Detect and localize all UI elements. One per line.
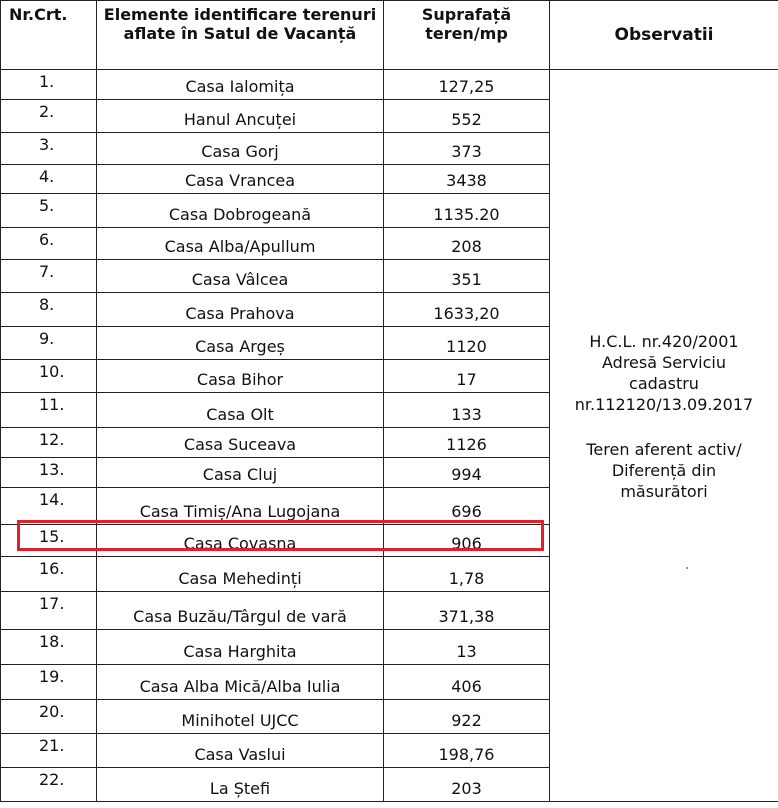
row-number: 18.: [1, 630, 97, 665]
row-area: 203: [384, 768, 550, 802]
row-area: 208: [384, 228, 550, 260]
row-name: La Ștefi: [97, 768, 384, 802]
row-area: 406: [384, 665, 550, 700]
row-name: Casa Vâlcea: [97, 260, 384, 293]
row-name: Casa Harghita: [97, 630, 384, 665]
row-number: 2.: [1, 100, 97, 133]
observatii-line5: Teren aferent activ/: [586, 440, 742, 459]
row-name: Casa Covasna: [97, 525, 384, 557]
row-number: 9.: [1, 327, 97, 360]
observatii-line2: Adresă Serviciu: [602, 353, 726, 372]
row-area: 922: [384, 700, 550, 734]
row-number: 13.: [1, 458, 97, 488]
observatii-line4: nr.112120/13.09.2017: [574, 395, 754, 414]
row-area: 1135.20: [384, 194, 550, 228]
row-area: 696: [384, 488, 550, 525]
row-number: 5.: [1, 194, 97, 228]
table-row: [1, 70, 778, 100]
row-area: 994: [384, 458, 550, 488]
row-name: Casa Dobrogeană: [97, 194, 384, 228]
row-number: 22.: [1, 768, 97, 802]
row-area: 373: [384, 133, 550, 165]
row-number: 14.: [1, 488, 97, 525]
row-area: 13: [384, 630, 550, 665]
row-number: 6.: [1, 228, 97, 260]
table-body: [1, 70, 778, 802]
row-number: 16.: [1, 557, 97, 592]
row-area: 371,38: [384, 592, 550, 630]
row-area: 3438: [384, 165, 550, 194]
row-number: 7.: [1, 260, 97, 293]
row-area: 17: [384, 360, 550, 393]
row-name: Minihotel UJCC: [97, 700, 384, 734]
row-area: 351: [384, 260, 550, 293]
row-name: Casa Gorj: [97, 133, 384, 165]
row-name: Hanul Ancuței: [97, 100, 384, 133]
row-number: 17.: [1, 592, 97, 630]
row-area: 552: [384, 100, 550, 133]
row-number: 3.: [1, 133, 97, 165]
header-nr: Nr.Crt.: [1, 1, 97, 70]
observatii-cell: [550, 70, 778, 802]
row-name: Casa Bihor: [97, 360, 384, 393]
row-number: 11.: [1, 393, 97, 428]
header-elemente: Elemente identificare terenuri aflate în Satul de Vacanță: [97, 1, 384, 70]
header-suprafata: Suprafață teren/mp: [384, 1, 550, 70]
row-name: Casa Olt: [97, 393, 384, 428]
row-name: Casa Ialomița: [97, 70, 384, 100]
row-name: Casa Vrancea: [97, 165, 384, 194]
row-number: 1.: [1, 70, 97, 100]
observatii-gap: [550, 415, 778, 439]
row-area: 1126: [384, 428, 550, 458]
observatii-line7: măsurători: [620, 482, 708, 501]
row-number: 21.: [1, 734, 97, 768]
row-name: Casa Alba/Apullum: [97, 228, 384, 260]
row-area: 1120: [384, 327, 550, 360]
row-number: 12.: [1, 428, 97, 458]
stray-dot: [686, 567, 688, 569]
row-number: 19.: [1, 665, 97, 700]
observatii-line1: H.C.L. nr.420/2001: [589, 332, 739, 351]
row-number: 15.: [1, 525, 97, 557]
header-observatii: Observatii: [550, 1, 778, 70]
row-area: 906: [384, 525, 550, 557]
row-name: Casa Timiș/Ana Lugojana: [97, 488, 384, 525]
row-number: 10.: [1, 360, 97, 393]
row-area: 198,76: [384, 734, 550, 768]
row-name: Casa Mehedinți: [97, 557, 384, 592]
observatii-line6: Diferență din: [611, 461, 717, 480]
header-row: [1, 1, 778, 70]
row-number: 4.: [1, 165, 97, 194]
row-area: 133: [384, 393, 550, 428]
row-area: 127,25: [384, 70, 550, 100]
row-name: Casa Prahova: [97, 293, 384, 327]
row-number: 20.: [1, 700, 97, 734]
row-area: 1633,20: [384, 293, 550, 327]
row-name: Casa Suceava: [97, 428, 384, 458]
row-area: 1,78: [384, 557, 550, 592]
row-name: Casa Alba Mică/Alba Iulia: [97, 665, 384, 700]
row-name: Casa Cluj: [97, 458, 384, 488]
row-number: 8.: [1, 293, 97, 327]
row-name: Casa Vaslui: [97, 734, 384, 768]
observatii-line3: cadastru: [629, 374, 699, 393]
row-name: Casa Argeș: [97, 327, 384, 360]
row-name: Casa Buzău/Târgul de vară: [97, 592, 384, 630]
